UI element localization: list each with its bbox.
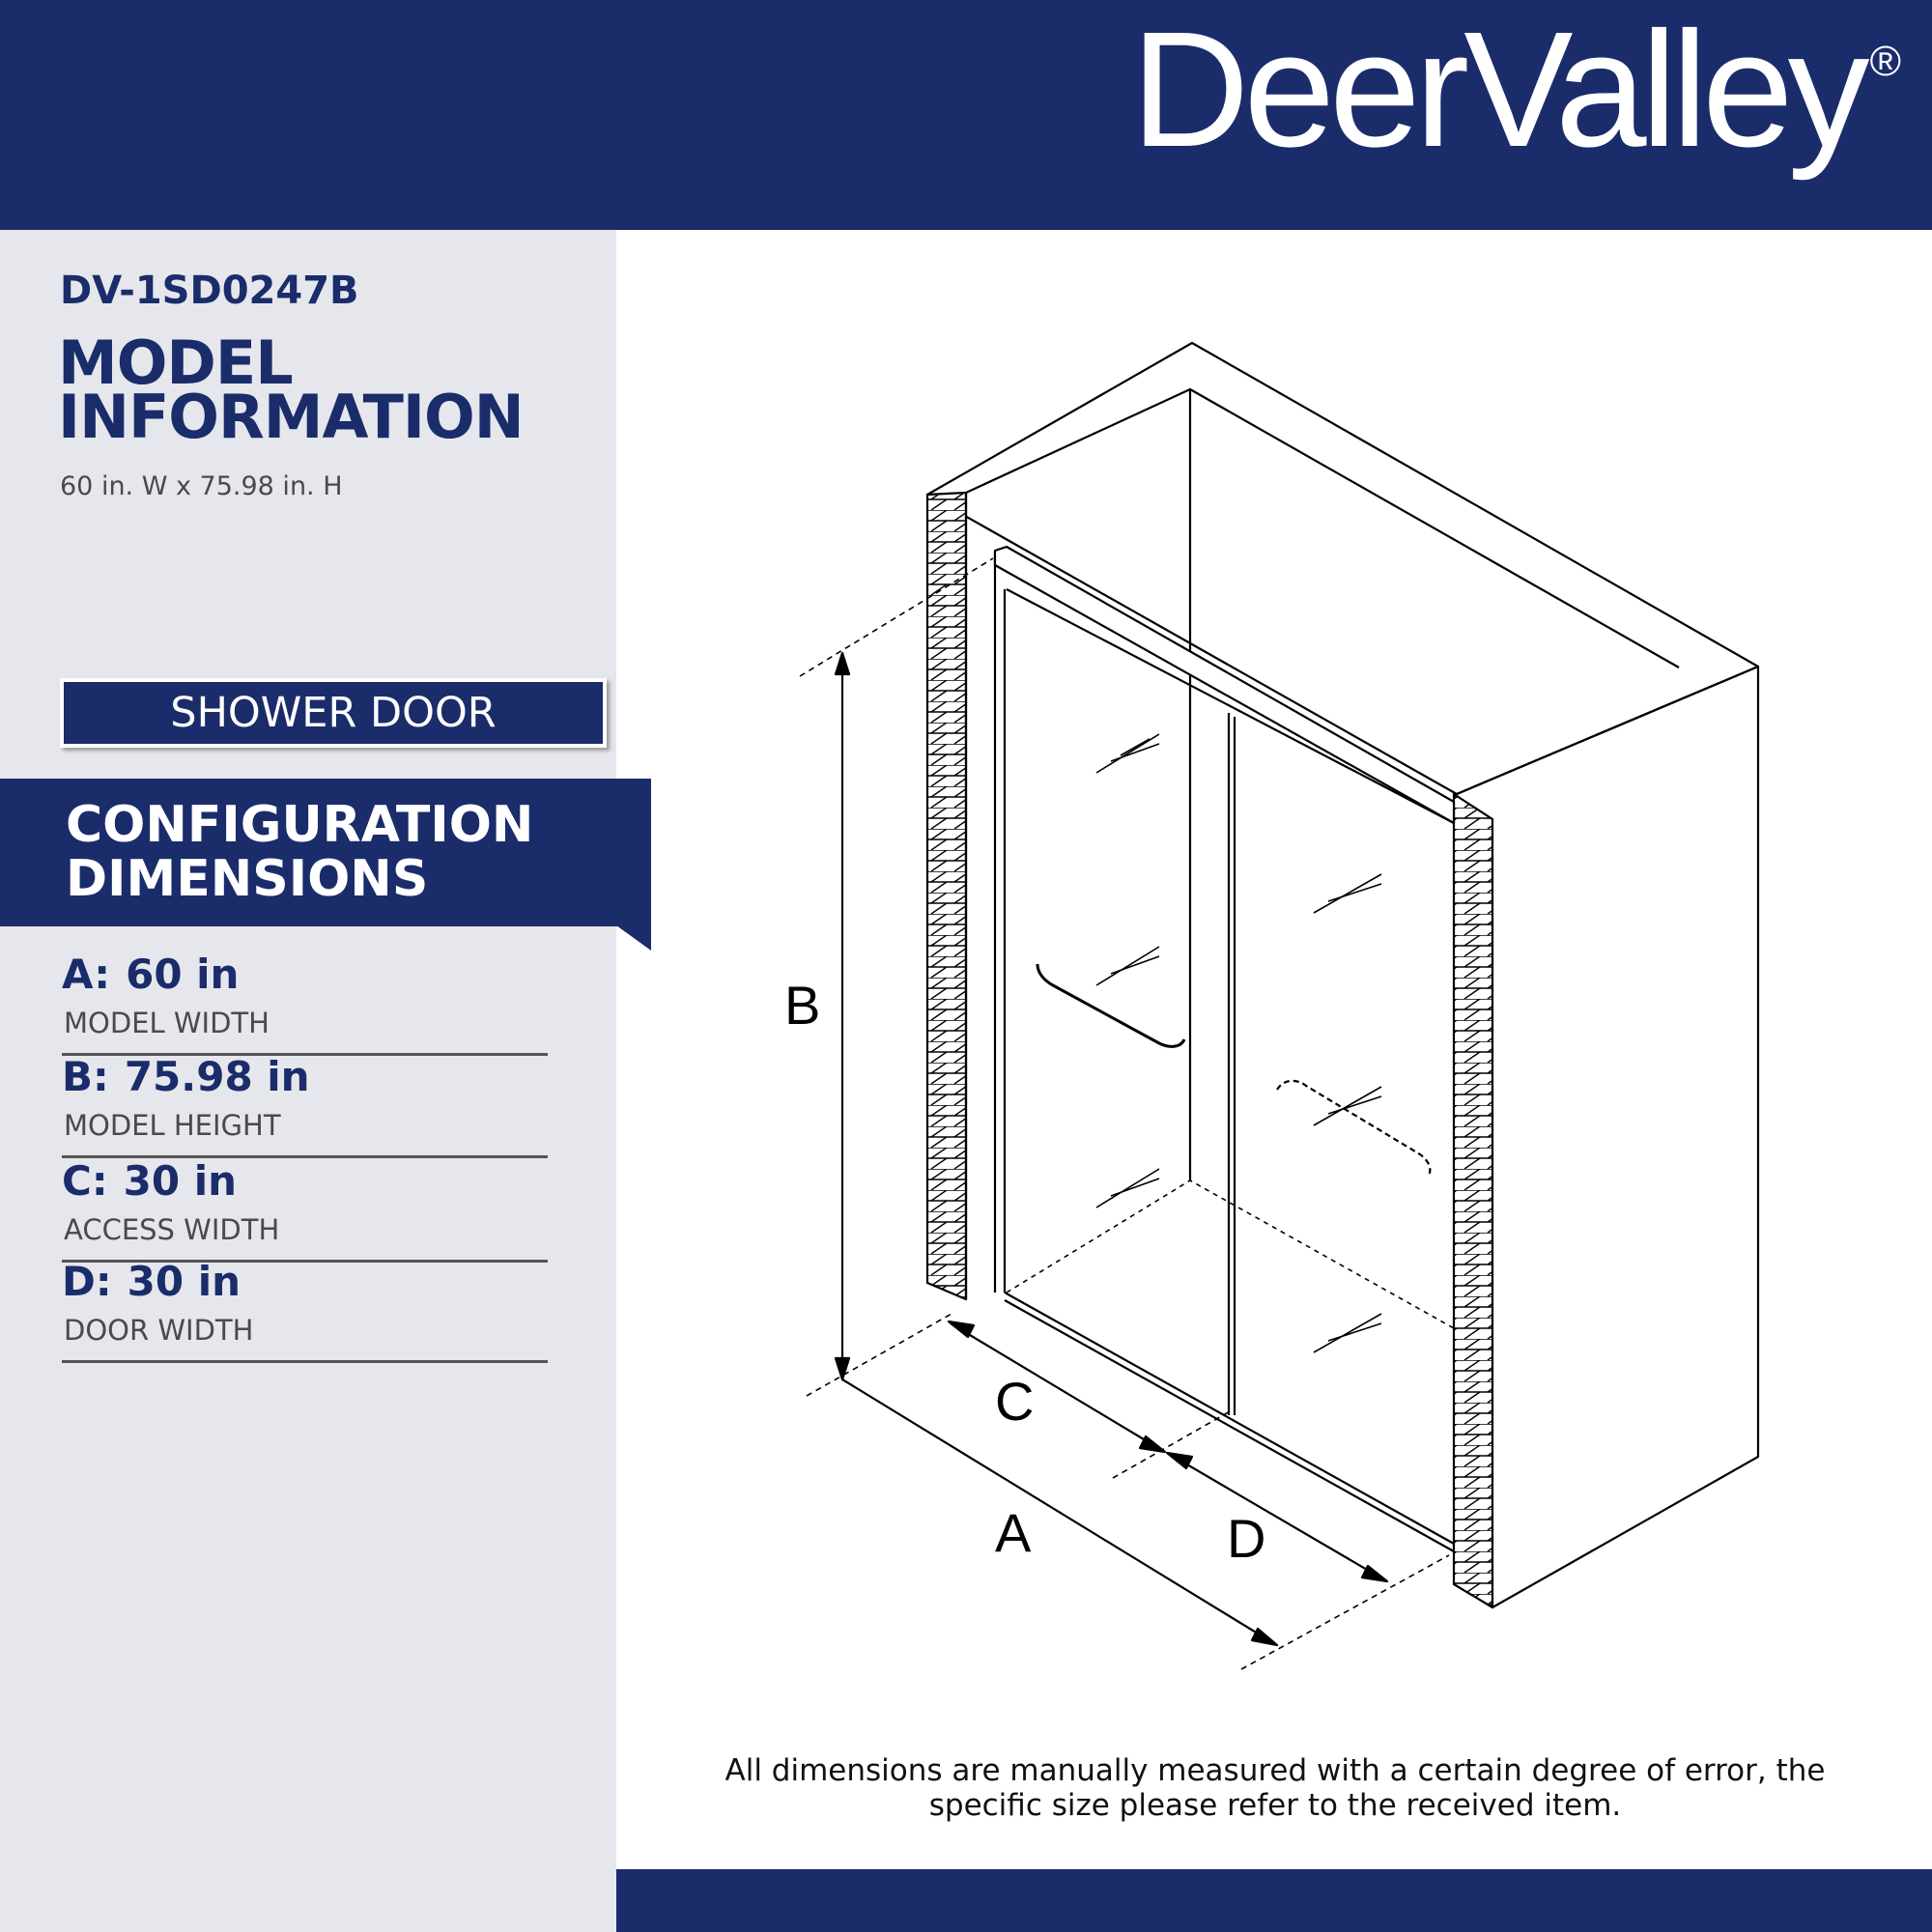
dimension-key: D bbox=[62, 1258, 96, 1305]
dimension-label: DOOR WIDTH bbox=[64, 1314, 254, 1347]
glass-reflections bbox=[1096, 734, 1381, 1352]
dim-c-line bbox=[951, 1323, 1163, 1451]
brand-name: DeerValley bbox=[1130, 0, 1864, 182]
dim-a-line bbox=[842, 1379, 1275, 1644]
dimension-row-b bbox=[62, 1053, 548, 1158]
dimension-value: C: 30 in bbox=[62, 1157, 237, 1205]
right-wall-face bbox=[1457, 667, 1758, 1607]
back-handle bbox=[1277, 1081, 1430, 1177]
dim-d-arrow-right bbox=[1362, 1566, 1387, 1581]
dim-d-line bbox=[1169, 1454, 1385, 1580]
dimension-key: B bbox=[62, 1053, 94, 1100]
dim-a-arrow-right bbox=[1252, 1629, 1277, 1645]
left-wall-brick bbox=[927, 493, 966, 1299]
dim-label-a: A bbox=[995, 1502, 1032, 1563]
dimension-label: MODEL WIDTH bbox=[64, 1007, 270, 1039]
dimension-key: A bbox=[62, 951, 95, 998]
dim-c-ext bbox=[1113, 1410, 1232, 1478]
model-size: 60 in. W x 75.98 in. H bbox=[60, 471, 343, 501]
dim-b-ext-bottom bbox=[807, 1314, 952, 1396]
dim-label-d: D bbox=[1227, 1508, 1266, 1569]
dimension-value: A: 60 in bbox=[62, 951, 240, 998]
dim-label-b: B bbox=[784, 975, 821, 1036]
dim-d-arrow-left bbox=[1167, 1453, 1192, 1468]
dimension-label: MODEL HEIGHT bbox=[64, 1109, 281, 1142]
dimension-label: ACCESS WIDTH bbox=[64, 1213, 280, 1246]
dimension-key: C bbox=[62, 1157, 92, 1205]
dim-c-arrow-left bbox=[949, 1321, 974, 1337]
dimension-value: D: 30 in bbox=[62, 1258, 242, 1305]
dim-b-arrow-bottom bbox=[836, 1358, 849, 1379]
enclosure-top-outline bbox=[927, 343, 1758, 794]
config-title: CONFIGURATION DIMENSIONS bbox=[66, 796, 534, 908]
dim-b-arrow-top bbox=[836, 653, 849, 674]
shower-door-diagram bbox=[744, 319, 1787, 1739]
brand-logo bbox=[1130, 0, 1901, 182]
footer-bar bbox=[616, 1869, 1932, 1932]
dimension-amount: 75.98 in bbox=[124, 1053, 310, 1100]
model-code: DV-1SD0247B bbox=[60, 269, 359, 313]
dimension-value: B: 75.98 in bbox=[62, 1053, 310, 1100]
dimension-row-d bbox=[62, 1258, 548, 1363]
dim-label-c: C bbox=[995, 1371, 1035, 1432]
dimension-row-c bbox=[62, 1157, 548, 1263]
dimension-row-a bbox=[62, 951, 548, 1056]
hidden-floor-edge bbox=[1007, 1180, 1454, 1328]
model-title: MODEL INFORMATION bbox=[58, 327, 524, 452]
registered-mark: ® bbox=[1869, 38, 1901, 85]
product-type-badge bbox=[60, 678, 607, 748]
right-wall-brick bbox=[1454, 794, 1492, 1607]
product-type-label: SHOWER DOOR bbox=[170, 689, 497, 737]
disclaimer-note: All dimensions are manually measured with a certain degree of error, the specific size please refer to the received item. bbox=[724, 1753, 1826, 1823]
dimension-amount: 30 in bbox=[127, 1258, 242, 1305]
dimension-amount: 60 in bbox=[126, 951, 240, 998]
dimension-amount: 30 in bbox=[123, 1157, 237, 1205]
dim-a-ext-right bbox=[1241, 1555, 1449, 1669]
config-banner-fold bbox=[616, 925, 651, 951]
